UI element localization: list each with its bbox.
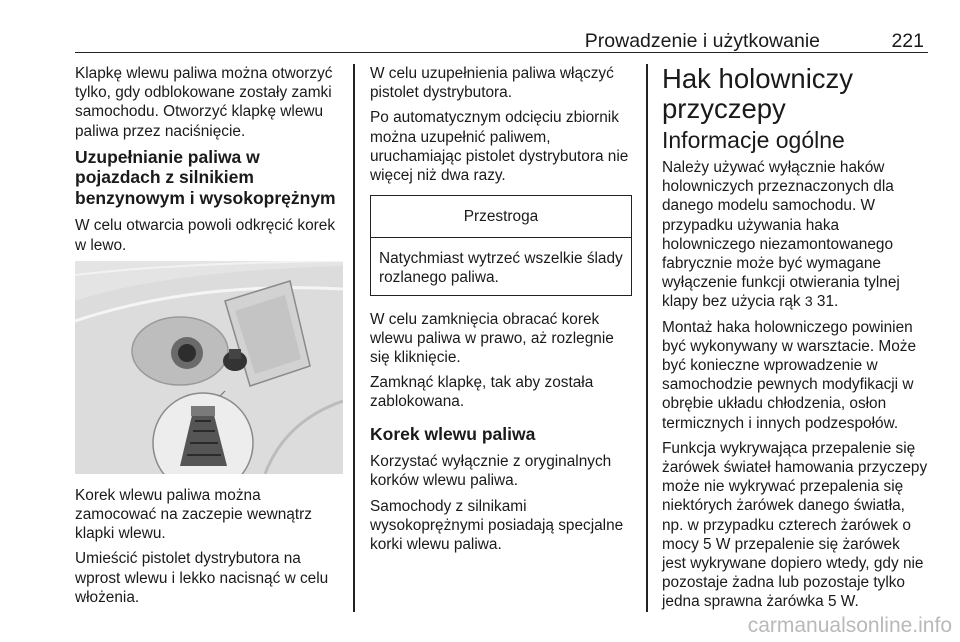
- paragraph: Samochody z silnikami wysokoprężnymi posiadają specjalne korki wlewu paliwa.: [370, 497, 624, 553]
- paragraph: [662, 158, 928, 312]
- watermark: carmanualsonline.info: [747, 614, 952, 637]
- paragraph: Zamknąć klapkę, tak aby została zablokowana.: [370, 374, 594, 411]
- page-reference-icon: 3: [804, 293, 813, 310]
- caution-text: Natychmiast wytrzeć wszelkie ślady rozlanego paliwa.: [379, 250, 623, 287]
- fuel-filler-drawing: [75, 261, 343, 474]
- paragraph: Po automatycznym odcięciu zbiornik można uzupełnić paliwem, uruchamiając pistolet dystrybutora nie więcej niż dwa razy.: [370, 109, 629, 185]
- subsection-heading: Informacje ogólne: [662, 127, 845, 153]
- paragraph: Montaż haka holowniczego powinien być wykonywany w warsztacie. Może być konieczne wprowadzenie w samochodzie pewnych modyfikacji w obrębie układu chłodzenia, osłon termicznych i innych podzespołów.: [662, 318, 917, 432]
- paragraph: W celu uzupełnienia paliwa włączyć pistolet dystrybutora.: [370, 65, 614, 102]
- paragraph: Funkcja wykrywająca przepalenie się żarówek świateł hamowania przyczepy może nie wykrywać przepalenia się niektórych żarówek danego światła, np. w przypadku czterech żarówek o mocy 5 W przepalenie się żarówek jest wykrywane dopiero wtedy, gdy nie pozostaje żadna lub pozostaje tylko jedna sprawna żarówka 5 W.: [662, 439, 928, 611]
- caution-box: [370, 195, 632, 295]
- paragraph: Korzystać wyłącznie z oryginalnych korków wlewu paliwa.: [370, 453, 612, 490]
- paragraph-text: Należy używać wyłącznie haków holowniczych przeznaczonych dla danego modelu samochodu. W przypadku używania haka holowniczego niezamontowanego fabrycznie może być wymagane wyłączenie funkcji otwierania tylnej klapy bez użycia rąk: [662, 159, 900, 311]
- page-header: [75, 24, 928, 53]
- paragraph: W celu otwarcia powoli odkręcić korek w lewo.: [75, 217, 336, 254]
- section-heading-refuelling: Uzupełnianie paliwa w pojazdach z silnikiem benzynowym i wysokoprężnym: [75, 146, 336, 208]
- paragraph: W celu zamknięcia obracać korek wlewu paliwa w prawo, aż rozlegnie się kliknięcie.: [370, 310, 614, 367]
- chapter-heading: Hak holowniczy przyczepy: [662, 63, 854, 124]
- column-left: [75, 64, 343, 613]
- page-number: 221: [891, 30, 924, 52]
- column-right: [662, 64, 928, 618]
- column-divider: [646, 64, 648, 612]
- column-middle: [370, 64, 632, 560]
- paragraph: Korek wlewu paliwa można zamocować na zaczepie wewnątrz klapki wlewu.: [75, 486, 312, 543]
- header-title: Prowadzenie i użytkowanie: [584, 30, 820, 52]
- column-divider: [353, 64, 355, 612]
- caution-body: [371, 238, 631, 294]
- paragraph: Klapkę wlewu paliwa można otworzyć tylko, gdy odblokowane zostały zamki samochodu. Otworzyć klapkę wlewu paliwa przez naciśnięcie.: [75, 65, 333, 140]
- section-heading-fuel-cap: Korek wlewu paliwa: [370, 423, 536, 444]
- page-reference[interactable]: 31.: [812, 293, 839, 311]
- paragraph: Umieścić pistolet dystrybutora na wprost wlewu i lekko nacisnąć w celu włożenia.: [75, 550, 329, 606]
- caution-title: Przestroga: [371, 196, 631, 238]
- fuel-filler-illustration: [75, 261, 343, 474]
